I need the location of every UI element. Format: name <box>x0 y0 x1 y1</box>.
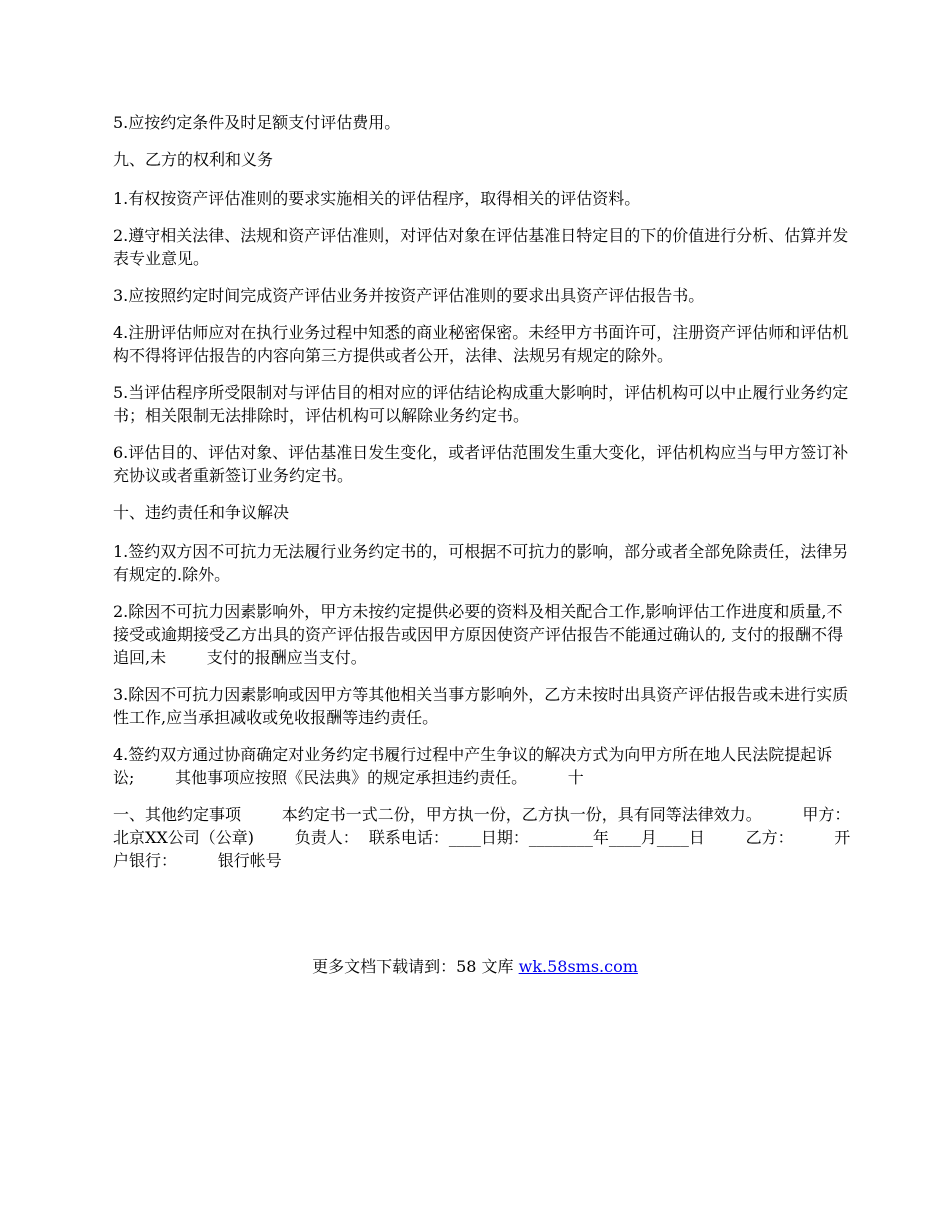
paragraph-liability-1: 1.签约双方因不可抗力无法履行业务约定书的，可根据不可抗力的影响，部分或者全部免除责任，法律另有规定的.除外。 <box>113 542 849 584</box>
paragraph-b-right-1: 1.有权按资产评估准则的要求实施相关的评估程序，取得相关的评估资料。 <box>113 189 641 208</box>
section-heading-liability: 十、违约责任和争议解决 <box>113 503 290 522</box>
footer-text: 更多文档下载请到：58 文库 <box>312 957 519 976</box>
paragraph-b-duty-5: 5.当评估程序所受限制对与评估目的相对应的评估结论构成重大影响时，评估机构可以中止履行业务约定书；相关限制无法排除时，评估机构可以解除业务约定书。 <box>113 383 849 425</box>
paragraph-liability-3: 3.除因不可抗力因素影响或因甲方等其他相关当事方影响外，乙方未按时出具资产评估报告或未进行实质性工作,应当承担减收或免收报酬等违约责任。 <box>113 685 849 727</box>
paragraph-b-duty-2: 2.遵守相关法律、法规和资产评估准则，对评估对象在评估基准日特定目的下的价值进行分析、估算并发表专业意见。 <box>113 226 849 268</box>
footer-link[interactable]: wk.58sms.com <box>518 957 638 976</box>
paragraph-liability-2: 2.除因不可抗力因素影响外，甲方未按约定提供必要的资料及相关配合工作,影响评估工作进度和质量,不接受或逾期接受乙方出具的资产评估报告或因甲方原因使资产评估报告不能通过确认的, 支付的报酬不得追回,未 支付的报酬应当支付。 <box>113 602 844 667</box>
paragraph-other-terms-signature: 一、其他约定事项 本约定书一式二份，甲方执一份，乙方执一份，具有同等法律效力。 甲方：北京XX公司（公章) 负责人： 联系电话：____日期：________年____月____日 乙方： 开户银行： 银行帐号 <box>113 805 851 870</box>
paragraph-b-duty-4: 4.注册评估师应对在执行业务过程中知悉的商业秘密保密。未经甲方书面许可，注册资产评估师和评估机构不得将评估报告的内容向第三方提供或者公开，法律、法规另有规定的除外。 <box>113 323 849 365</box>
section-heading-party-b-rights: 九、乙方的权利和义务 <box>113 150 274 169</box>
document-body <box>113 111 853 872</box>
paragraph-liability-4: 4.签约双方通过协商确定对业务约定书履行过程中产生争议的解决方式为向甲方所在地人民法院提起诉讼; 其他事项应按照《民法典》的规定承担违约责任。 十 <box>113 745 833 787</box>
download-footer <box>0 955 950 978</box>
paragraph-payment-fee: 5.应按约定条件及时足额支付评估费用。 <box>113 113 401 132</box>
paragraph-b-duty-6: 6.评估目的、评估对象、评估基准日发生变化，或者评估范围发生重大变化，评估机构应当与甲方签订补充协议或者重新签订业务约定书。 <box>113 443 849 485</box>
paragraph-b-duty-3: 3.应按照约定时间完成资产评估业务并按资产评估准则的要求出具资产评估报告书。 <box>113 286 705 305</box>
